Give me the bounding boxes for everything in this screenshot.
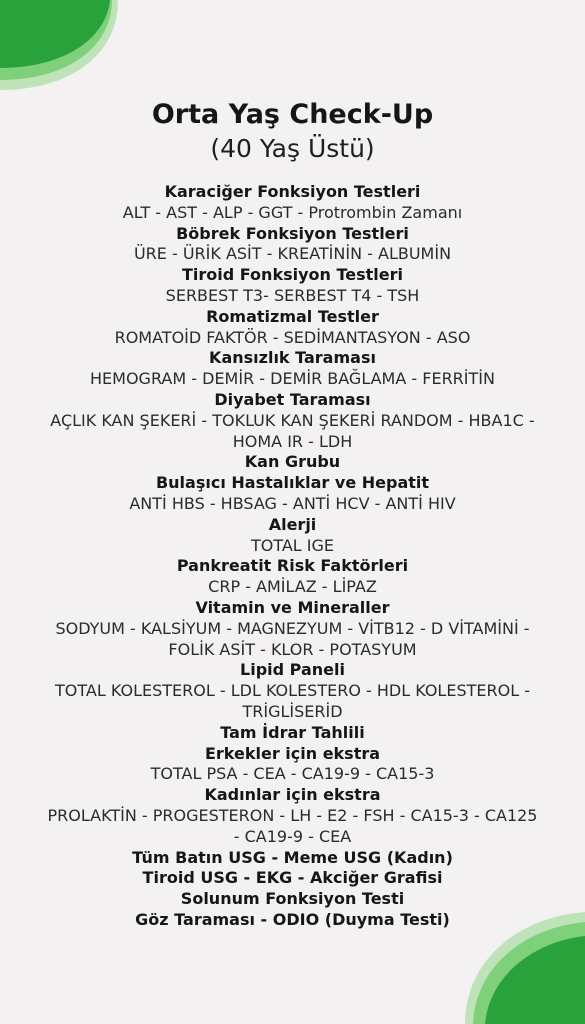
test-sections bbox=[0, 182, 585, 931]
section-heading: Lipid Paneli bbox=[240, 660, 345, 680]
page-subtitle: (40 Yaş Üstü) bbox=[210, 134, 375, 163]
section-heading: Diyabet Taraması bbox=[214, 389, 371, 409]
section-test-list: SODYUM - KALSİYUM - MAGNEZYUM - VİTB12 - D VİTAMİNİ - bbox=[55, 618, 530, 638]
test-section bbox=[0, 723, 585, 744]
test-section bbox=[0, 265, 585, 307]
section-test-list: FOLİK ASİT - KLOR - POTASYUM bbox=[168, 639, 417, 659]
section-heading: Vitamin ve Mineraller bbox=[195, 597, 390, 617]
test-section bbox=[0, 744, 585, 786]
test-section bbox=[0, 660, 585, 722]
section-test-list: TOTAL IGE bbox=[250, 535, 335, 555]
section-heading: Böbrek Fonksiyon Testleri bbox=[176, 223, 409, 243]
section-test-list: ALT - AST - ALP - GGT - Protrombin Zamanı bbox=[122, 202, 463, 222]
section-test-list: HEMOGRAM - DEMİR - DEMİR BAĞLAMA - FERRİTİN bbox=[90, 369, 495, 389]
section-heading: Pankreatit Risk Faktörleri bbox=[176, 556, 409, 576]
section-heading: Solunum Fonksiyon Testi bbox=[180, 889, 405, 909]
test-section bbox=[0, 848, 585, 869]
section-heading: Kadınlar için ekstra bbox=[204, 785, 381, 805]
test-section bbox=[0, 348, 585, 390]
section-test-list: AÇLIK KAN ŞEKERİ - TOKLUK KAN ŞEKERİ RANDOM - HBA1C - bbox=[50, 410, 535, 430]
section-test-list: - CA19-9 - CEA bbox=[233, 826, 352, 846]
test-section bbox=[0, 556, 585, 598]
checkup-content bbox=[0, 96, 585, 931]
section-test-list: ROMATOİD FAKTÖR - SEDİMANTASYON - ASO bbox=[114, 327, 471, 347]
section-heading: Kansızlık Taraması bbox=[209, 348, 376, 368]
section-test-list: HOMA IR - LDH bbox=[232, 431, 353, 451]
section-heading: Göz Taraması - ODIO (Duyma Testi) bbox=[135, 909, 450, 929]
section-heading: Romatizmal Testler bbox=[206, 306, 379, 326]
section-heading: Tiroid Fonksiyon Testleri bbox=[181, 265, 403, 285]
section-heading: Bulaşıcı Hastalıklar ve Hepatit bbox=[155, 473, 430, 493]
test-section bbox=[0, 182, 585, 224]
test-section bbox=[0, 868, 585, 889]
test-section bbox=[0, 473, 585, 515]
section-test-list: CRP - AMİLAZ - LİPAZ bbox=[208, 577, 377, 597]
test-section bbox=[0, 598, 585, 660]
corner-decoration-top-left bbox=[0, 0, 125, 92]
section-heading: Tam İdrar Tahlili bbox=[220, 722, 365, 742]
section-test-list: TRİGLİSERİD bbox=[242, 701, 343, 721]
test-section bbox=[0, 515, 585, 557]
test-section bbox=[0, 785, 585, 847]
test-section bbox=[0, 390, 585, 452]
section-heading: Karaciğer Fonksiyon Testleri bbox=[164, 182, 421, 201]
section-test-list: PROLAKTİN - PROGESTERON - LH - E2 - FSH - CA15-3 - CA125 bbox=[47, 805, 538, 825]
section-test-list: ÜRE - ÜRİK ASİT - KREATİNİN - ALBUMİN bbox=[133, 244, 452, 264]
page-title: Orta Yaş Check-Up bbox=[151, 99, 434, 130]
section-heading: Erkekler için ekstra bbox=[204, 743, 381, 763]
section-heading: Alerji bbox=[268, 514, 317, 534]
test-section bbox=[0, 889, 585, 910]
test-section bbox=[0, 910, 585, 931]
test-section bbox=[0, 307, 585, 349]
test-section bbox=[0, 224, 585, 266]
section-test-list: TOTAL PSA - CEA - CA19-9 - CA15-3 bbox=[150, 764, 435, 784]
section-heading: Kan Grubu bbox=[244, 452, 341, 472]
section-test-list: SERBEST T3- SERBEST T4 - TSH bbox=[165, 285, 420, 305]
section-heading: Tüm Batın USG - Meme USG (Kadın) bbox=[132, 847, 453, 867]
test-section bbox=[0, 452, 585, 473]
section-heading: Tiroid USG - EKG - Akciğer Grafisi bbox=[142, 868, 443, 888]
section-test-list: ANTİ HBS - HBSAG - ANTİ HCV - ANTİ HIV bbox=[129, 493, 456, 513]
section-test-list: TOTAL KOLESTEROL - LDL KOLESTERO - HDL KOLESTEROL - bbox=[55, 681, 530, 701]
